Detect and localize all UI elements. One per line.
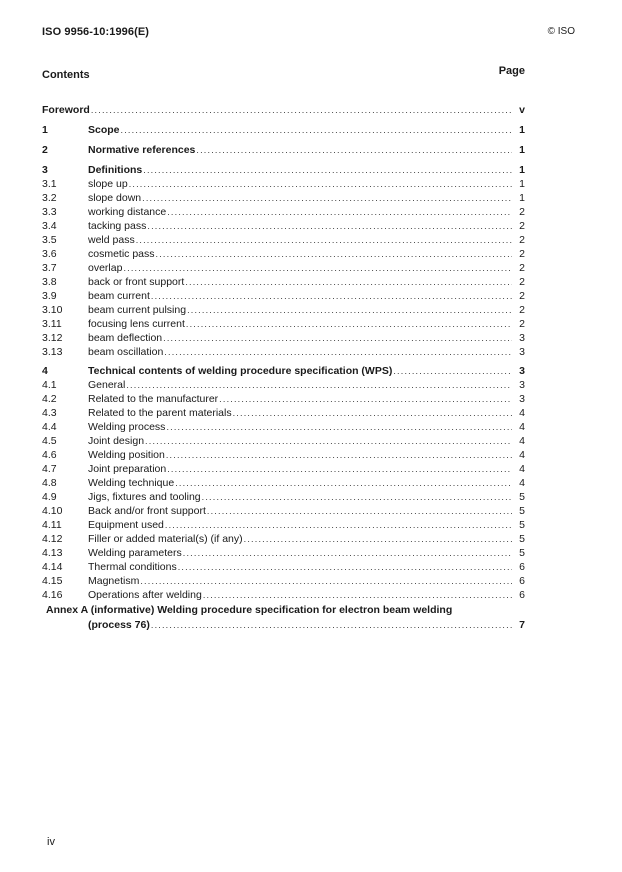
toc-entry[interactable] [42,330,525,344]
toc-entry[interactable] [42,232,525,246]
contents-heading: Contents [42,69,90,81]
dot-leader [129,178,512,190]
page-number: iv [47,836,55,848]
toc-entry-number: 4.9 [42,491,57,503]
toc-entry-page: 5 [519,547,525,559]
toc-entry-title: Joint preparation [88,463,167,475]
toc-entry-page: 6 [519,589,525,601]
toc-entry-title: Filler or added material(s) (if any) [88,533,243,545]
toc-entry-title: working distance [88,206,167,218]
toc-entry-page: 2 [519,262,525,274]
dot-leader [151,619,512,631]
toc-entry[interactable] [42,344,525,358]
toc-entry-number: 4.7 [42,463,57,475]
dot-leader [163,332,512,344]
dot-leader [142,192,512,204]
toc-entry-number: 4.14 [42,561,63,573]
toc-entry-number: 3.10 [42,304,63,316]
toc-entry-number: 3.8 [42,276,57,288]
toc-entry[interactable] [42,142,525,156]
toc-entry-number: 4.13 [42,547,63,559]
toc-entry-title: Equipment used [88,519,164,531]
dot-leader [202,491,512,503]
toc-entry-page: 5 [519,519,525,531]
copyright-notice: © ISO [547,26,575,37]
toc-entry-title: Welding parameters [88,547,182,559]
dot-leader [145,435,512,447]
annex-a-page: 7 [519,619,525,631]
toc-entry-page: 1 [519,164,525,176]
dot-leader [175,477,512,489]
toc-entry-number: 4.8 [42,477,57,489]
toc-entry-page: 2 [519,234,525,246]
toc-entry-title: Welding process [88,421,166,433]
toc-entry-page: 2 [519,304,525,316]
annex-a-title-line2: (process 76) [88,619,150,631]
dot-leader [167,206,512,218]
dot-leader [91,104,512,116]
toc-entry-number: 4.5 [42,435,57,447]
toc-entry-number: 4.11 [42,519,62,531]
toc-entry-number: 4.3 [42,407,57,419]
toc-entry-title: Jigs, fixtures and tooling [88,491,201,503]
toc-entry[interactable] [42,391,525,405]
toc-entry[interactable] [42,274,525,288]
toc-entry-number: 3 [42,164,48,176]
toc-entry-page: 6 [519,575,525,587]
toc-entry-number: 3.13 [42,346,63,358]
toc-entry-title: beam deflection [88,332,163,344]
toc-entry-page: 4 [519,435,525,447]
toc-entry-title: Joint design [88,435,145,447]
toc-entry[interactable] [42,587,525,601]
page-column-heading: Page [498,65,525,77]
toc-entry[interactable] [42,363,525,377]
toc-entry-title: beam oscillation [88,346,164,358]
toc-entry-page: 2 [519,248,525,260]
dot-leader [186,318,512,330]
toc-entry-page: 2 [519,276,525,288]
dot-leader [207,505,512,517]
toc-entry-page: 5 [519,505,525,517]
toc-entry-page: 2 [519,318,525,330]
toc-entry-title: slope down [88,192,142,204]
toc-entry[interactable] [42,461,525,475]
dot-leader [156,248,512,260]
dot-leader [123,262,512,274]
toc-entry-page: 1 [519,144,525,156]
toc-entry-number: 3.3 [42,206,57,218]
annex-a-entry[interactable] [88,617,525,631]
toc-entry[interactable] [42,260,525,274]
toc-entry[interactable] [42,545,525,559]
toc-entry[interactable] [42,517,525,531]
toc-entry[interactable] [42,190,525,204]
toc-entry-page: 3 [519,346,525,358]
dot-leader [393,365,512,377]
toc-entry-title: Definitions [88,164,143,176]
toc-entry[interactable] [42,531,525,545]
toc-entry-page: 5 [519,533,525,545]
toc-entry-title: tacking pass [88,220,147,232]
dot-leader [140,575,512,587]
dot-leader [166,449,512,461]
toc-entry[interactable] [42,419,525,433]
dot-leader [196,144,512,156]
toc-entry-title: Welding technique [88,477,175,489]
toc-entry-title: Back and/or front support [88,505,206,517]
dot-leader [166,421,512,433]
toc-entry[interactable] [42,503,525,517]
toc-entry-number: 3.2 [42,192,57,204]
toc-entry-number: 4.16 [42,589,63,601]
toc-entry-page: 1 [519,124,525,136]
dot-leader [136,234,512,246]
toc-entry-page: 3 [519,393,525,405]
toc-entry[interactable] [42,447,525,461]
dot-leader [244,533,512,545]
toc-entry-page: 3 [519,332,525,344]
toc-entry-title: Related to the parent materials [88,407,232,419]
toc-entry-title: overlap [88,262,123,274]
toc-entry-title: beam current pulsing [88,304,187,316]
toc-entry-number: 4.10 [42,505,63,517]
toc-entry-title: Foreword [42,104,90,116]
toc-entry[interactable] [42,246,525,260]
toc-entry[interactable] [42,489,525,503]
toc-entry-number: 4.4 [42,421,57,433]
toc-entry[interactable] [42,475,525,489]
toc-entry-page: 5 [519,491,525,503]
dot-leader [165,519,512,531]
toc-entry-page: 1 [519,192,525,204]
toc-entry[interactable] [42,122,525,136]
toc-entry-number: 4.2 [42,393,57,405]
toc-entry-title: weld pass [88,234,135,246]
toc-entry[interactable] [42,377,525,391]
toc-entry-page: 4 [519,463,525,475]
toc-entry-page: 6 [519,561,525,573]
dot-leader [219,393,512,405]
toc-entry-title: cosmetic pass [88,248,155,260]
toc-entry-title: Related to the manufacturer [88,393,219,405]
toc-entry-title: slope up [88,178,128,190]
dot-leader [183,547,512,559]
toc-entry[interactable] [42,288,525,302]
toc-entry[interactable] [42,204,525,218]
toc-entry-page: 4 [519,449,525,461]
toc-entry-page: 3 [519,379,525,391]
toc-entry-number: 3.1 [42,178,57,190]
toc-entry-page: 1 [519,178,525,190]
toc-entry-number: 3.5 [42,234,57,246]
toc-entry-number: 3.11 [42,318,62,330]
dot-leader [151,290,512,302]
toc-entry[interactable] [42,102,525,116]
toc-entry-title: Normative references [88,144,196,156]
toc-entry-number: 3.7 [42,262,57,274]
toc-entry[interactable] [42,405,525,419]
toc-entry-title: back or front support [88,276,185,288]
dot-leader [143,164,512,176]
toc-entry-page: 3 [519,365,525,377]
annex-a-title-line1[interactable]: Annex A (informative) Welding procedure specification for electron beam welding [46,604,453,616]
toc-entry-title: Welding position [88,449,165,461]
toc-entry-page: 4 [519,407,525,419]
toc-entry-number: 1 [42,124,48,136]
toc-entry-number: 3.12 [42,332,63,344]
toc-entry-page: 2 [519,290,525,302]
toc-entry-number: 2 [42,144,48,156]
toc-entry-page: 4 [519,421,525,433]
toc-entry-title: Magnetism [88,575,140,587]
dot-leader [121,124,512,136]
toc-entry-title: General [88,379,126,391]
toc-entry-number: 4.12 [42,533,63,545]
toc-entry[interactable] [42,573,525,587]
dot-leader [187,304,512,316]
dot-leader [167,463,512,475]
toc-entry-number: 3.6 [42,248,57,260]
toc-entry[interactable] [42,162,525,176]
toc-entry-number: 4.1 [42,379,57,391]
toc-entry-title: Thermal conditions [88,561,177,573]
toc-entry[interactable] [42,433,525,447]
document-id: ISO 9956-10:1996(E) [42,26,150,38]
toc-entry-page: v [519,104,525,116]
toc-entry[interactable] [42,218,525,232]
dot-leader [185,276,512,288]
toc-entry-title: Scope [88,124,120,136]
toc-entry-number: 3.9 [42,290,57,302]
toc-entry-title: Technical contents of welding procedure specification (WPS) [88,365,393,377]
dot-leader [203,589,512,601]
toc-entry[interactable] [42,559,525,573]
toc-entry-page: 4 [519,477,525,489]
toc-entry-page: 2 [519,206,525,218]
dot-leader [164,346,512,358]
toc-entry-number: 4.15 [42,575,63,587]
toc-entry[interactable] [42,302,525,316]
toc-entry-number: 4 [42,365,48,377]
dot-leader [147,220,512,232]
dot-leader [233,407,512,419]
toc-entry-number: 4.6 [42,449,57,461]
toc-entry-page: 2 [519,220,525,232]
toc-entry[interactable] [42,316,525,330]
dot-leader [178,561,512,573]
toc-entry-title: Operations after welding [88,589,202,601]
dot-leader [126,379,512,391]
toc-entry[interactable] [42,176,525,190]
toc-entry-title: focusing lens current [88,318,185,330]
toc-entry-title: beam current [88,290,150,302]
toc-entry-number: 3.4 [42,220,57,232]
